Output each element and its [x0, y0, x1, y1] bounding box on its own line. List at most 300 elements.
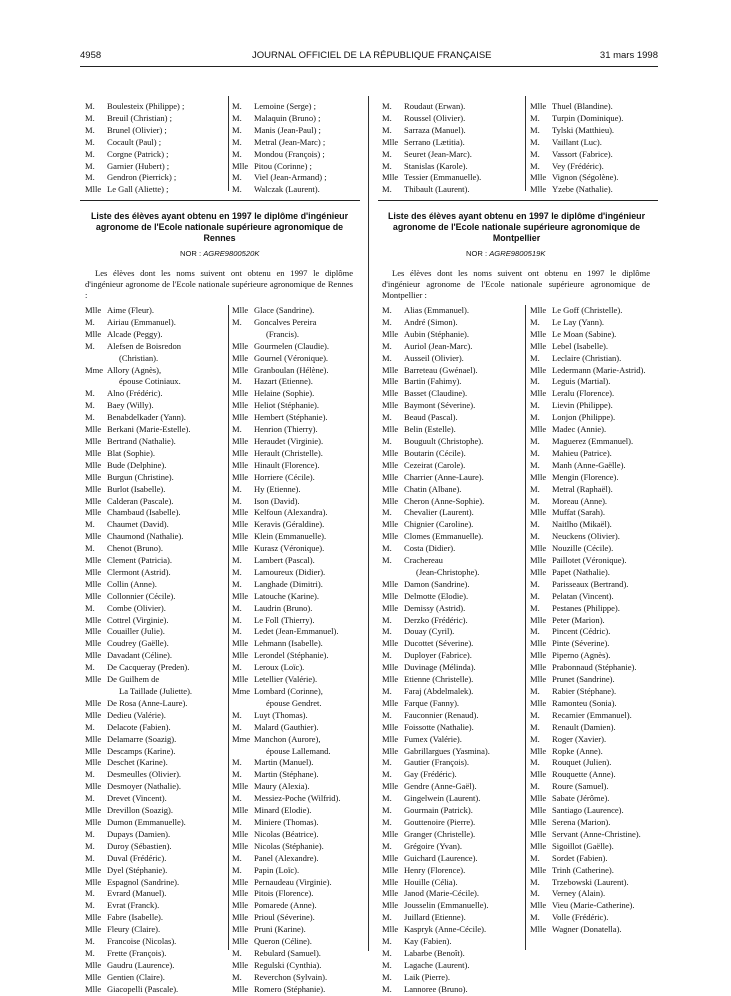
column-divider: [525, 96, 526, 191]
person-name: Houille (Célia).: [404, 876, 458, 887]
civility: Mlle: [382, 745, 399, 756]
list-item: [382, 781, 490, 793]
civility: M.: [530, 602, 540, 613]
civility: M.: [85, 721, 95, 732]
list-item: [530, 734, 646, 746]
list-item: [382, 734, 490, 746]
civility: M.: [530, 686, 540, 696]
civility: Mlle: [382, 172, 399, 183]
list-item: [530, 305, 646, 317]
civility: Mlle: [85, 566, 102, 577]
civility: Mlle: [232, 900, 249, 911]
person-name: Kaspryk (Anne-Cécile).: [404, 924, 487, 935]
civility: Mlle: [382, 662, 399, 673]
civility: Mlle: [382, 471, 399, 482]
civility: M.: [530, 781, 540, 792]
section-rule: [378, 200, 658, 201]
civility: M.: [232, 566, 242, 577]
civility: M.: [85, 888, 95, 899]
civility: Mlle: [232, 459, 249, 470]
person-name: Gaudru (Laurence).: [107, 959, 175, 970]
civility: Mlle: [85, 924, 102, 935]
list-item: [232, 638, 341, 650]
list-item: [382, 877, 490, 889]
person-name: Evrat (Franck).: [107, 900, 160, 911]
civility: M.: [530, 852, 540, 863]
civility: Mlle: [530, 566, 547, 577]
civility: Mlle: [232, 519, 249, 530]
person-name: Douay (Cyril).: [404, 626, 455, 637]
list-item: [530, 615, 646, 627]
list-item: [382, 388, 490, 400]
person-name: Recamier (Emmanuel).: [552, 709, 632, 720]
civility: M.: [530, 733, 540, 744]
list-item: [382, 353, 490, 365]
civility: M.: [85, 148, 95, 159]
list-item: [232, 817, 341, 829]
person-name: Foissotte (Nathalie).: [404, 721, 474, 732]
civility: Mlle: [232, 364, 249, 375]
person-name: Ausseil (Olivier).: [404, 352, 464, 363]
rennes-list-col2: [232, 305, 341, 996]
person-name: Reverchon (Sylvain).: [254, 971, 328, 982]
person-name: Allory (Agnès),: [107, 364, 162, 375]
list-item: [530, 184, 623, 196]
list-item: [382, 948, 490, 960]
person-name: Leclaire (Christian).: [552, 352, 622, 363]
person-name: Pitois (Florence).: [254, 888, 314, 899]
person-name: Burgun (Christine).: [107, 471, 174, 482]
person-name: Laudrin (Bruno).: [254, 602, 313, 613]
civility: M.: [530, 148, 540, 159]
person-name: De Guilhem de: [107, 674, 160, 685]
list-item: [530, 674, 646, 686]
list-item: [530, 341, 646, 353]
list-item: [530, 507, 646, 519]
civility: M.: [232, 662, 242, 673]
person-name: Yzebe (Nathalie).: [552, 184, 613, 195]
person-name: Hinault (Florence).: [254, 459, 320, 470]
person-name: Janod (Marie-Cécile).: [404, 888, 479, 899]
person-name: Chenot (Bruno).: [107, 543, 164, 554]
person-name: Panel (Alexandre).: [254, 852, 319, 863]
list-item: [232, 662, 341, 674]
person-name: Vassort (Fabrice).: [552, 148, 613, 159]
list-item: [382, 626, 490, 638]
list-item: [382, 853, 490, 865]
civility: M.: [85, 769, 95, 780]
civility: Mlle: [530, 101, 547, 111]
list-item: [85, 472, 192, 484]
person-name: Maguerez (Emmanuel).: [552, 435, 634, 446]
list-item: [232, 113, 327, 125]
person-name: Burlot (Isabelle).: [107, 483, 166, 494]
civility: Mme: [232, 686, 251, 696]
list-item: [85, 900, 192, 912]
list-item: [85, 519, 192, 531]
list-item: [232, 531, 341, 543]
list-item: [85, 698, 192, 710]
list-item: [530, 448, 646, 460]
civility: Mlle: [232, 160, 249, 171]
civility: M.: [232, 124, 242, 135]
person-name: Dupays (Damien).: [107, 828, 171, 839]
person-name: Romero (Stéphanie).: [254, 983, 326, 994]
person-name: Stanislas (Karole).: [404, 160, 468, 171]
list-item: [530, 698, 646, 710]
person-name: Clomes (Emmanuelle).: [404, 531, 484, 542]
civility: [232, 746, 254, 758]
list-item: [85, 567, 192, 579]
person-name: Servant (Anne-Christine).: [552, 828, 641, 839]
civility: M.: [382, 184, 392, 195]
person-name: Pernaudeau (Virginie).: [254, 876, 332, 887]
list-item: [232, 555, 341, 567]
list-item: [530, 877, 646, 889]
person-name: (Jean-Christophe).: [416, 566, 480, 577]
person-name: Dumon (Emmanuelle).: [107, 816, 186, 827]
civility: Mlle: [85, 638, 102, 649]
list-item: [85, 912, 192, 924]
person-name: Tylski (Matthieu).: [552, 124, 615, 135]
person-name: Granger (Christelle).: [404, 828, 476, 839]
list-item: [530, 400, 646, 412]
civility: Mlle: [382, 424, 399, 435]
civility: M.: [382, 840, 392, 851]
list-item: [85, 924, 192, 936]
person-name: Manh (Anne-Gaëlle).: [552, 459, 626, 470]
list-item: [232, 125, 327, 137]
person-name: Horriere (Cécile).: [254, 471, 315, 482]
civility: Mlle: [85, 555, 102, 566]
civility: M.: [232, 971, 242, 982]
list-item: [85, 626, 192, 638]
list-item: [85, 484, 192, 496]
list-item: [382, 829, 490, 841]
civility: Mlle: [382, 828, 399, 839]
civility: Mlle: [382, 876, 399, 887]
civility: M.: [382, 543, 392, 554]
civility: M.: [382, 936, 392, 947]
person-name: Kelfoun (Alexandra).: [254, 507, 328, 518]
list-item: [530, 865, 646, 877]
list-item: [530, 113, 623, 125]
civility: Mlle: [382, 924, 399, 935]
civility: Mlle: [232, 983, 249, 994]
list-item: [382, 674, 490, 686]
person-name: Aubin (Stéphanie).: [404, 328, 470, 339]
civility: M.: [85, 172, 95, 183]
name-list: [232, 101, 327, 196]
civility: M.: [232, 148, 242, 159]
list-item: [530, 686, 646, 698]
list-item: [530, 769, 646, 781]
person-name: Bouguult (Christophe).: [404, 435, 484, 446]
list-item: [382, 161, 481, 173]
civility: Mlle: [232, 543, 249, 554]
list-item: [85, 329, 192, 341]
list-item: [232, 149, 327, 161]
person-name: La Taillade (Juliette).: [119, 686, 193, 696]
list-item: [530, 149, 623, 161]
civility: M.: [530, 124, 540, 135]
civility: Mlle: [530, 840, 547, 851]
list-item: [530, 543, 646, 555]
person-name: Espagnol (Sandrine).: [107, 876, 180, 887]
person-name: Volle (Frédéric).: [552, 912, 609, 923]
civility: Mlle: [85, 305, 102, 315]
list-item: [382, 531, 490, 543]
person-name: Alefsen de Boisredon: [107, 340, 182, 351]
list-item: [382, 591, 490, 603]
civility: [85, 376, 107, 388]
civility: M.: [382, 912, 392, 923]
civility: Mlle: [232, 400, 249, 411]
list-item: [85, 972, 192, 984]
civility: Mlle: [530, 471, 547, 482]
list-item: [85, 341, 192, 353]
civility: M.: [530, 112, 540, 123]
civility: M.: [530, 626, 540, 637]
person-name: épouse Cotiniaux.: [119, 376, 181, 387]
list-item: [530, 412, 646, 424]
person-name: Clement (Patricia).: [107, 555, 173, 566]
list-item: [85, 853, 192, 865]
person-name: Leralu (Florence).: [552, 388, 615, 399]
civility: Mlle: [85, 912, 102, 923]
list-item: [382, 496, 490, 508]
person-name: Glace (Sandrine).: [254, 305, 315, 315]
civility: Mlle: [232, 447, 249, 458]
list-item: [232, 626, 341, 638]
civility: M.: [382, 959, 392, 970]
civility: M.: [530, 721, 540, 732]
civility: Mlle: [85, 971, 102, 982]
person-name: Ledermann (Marie-Astrid).: [552, 364, 646, 375]
person-name: Alias (Emmanuel).: [404, 305, 470, 315]
civility: M.: [382, 614, 392, 625]
civility: M.: [530, 912, 540, 923]
civility: Mlle: [530, 745, 547, 756]
list-item: [530, 460, 646, 472]
list-item: [232, 436, 341, 448]
civility: Mlle: [232, 959, 249, 970]
civility: M.: [232, 602, 242, 613]
list-item: [382, 149, 481, 161]
list-item: [530, 817, 646, 829]
civility: M.: [85, 936, 95, 947]
person-name: Collin (Anne).: [107, 578, 157, 589]
civility: M.: [530, 459, 540, 470]
civility: M.: [232, 614, 242, 625]
list-item: [382, 924, 490, 936]
person-name: Sigoillot (Gaëlle).: [552, 840, 614, 851]
list-item: [382, 460, 490, 472]
list-item: [382, 436, 490, 448]
civility: M.: [232, 184, 242, 195]
person-name: Moreau (Anne).: [552, 495, 608, 506]
person-name: épouse Lallemand.: [266, 745, 331, 756]
list-item: [85, 615, 192, 627]
list-item: [85, 424, 192, 436]
civility: M.: [382, 626, 392, 637]
civility: M.: [530, 447, 540, 458]
list-item: [85, 674, 192, 686]
civility: Mlle: [382, 674, 399, 685]
montpellier-nor: [466, 249, 545, 258]
list-item: [530, 161, 623, 173]
civility: M.: [232, 316, 242, 327]
person-name: Mengin (Florence).: [552, 471, 619, 482]
list-item: [85, 638, 192, 650]
civility: M.: [232, 495, 242, 506]
civility: Mlle: [85, 435, 102, 446]
person-name: Alno (Frédéric).: [107, 388, 163, 399]
person-name: Demissy (Astrid).: [404, 602, 466, 613]
civility: Mlle: [85, 816, 102, 827]
list-item: [85, 948, 192, 960]
person-name: Nicolas (Béatrice).: [254, 828, 319, 839]
list-item: [382, 579, 490, 591]
rennes-list-col1: [85, 305, 192, 996]
person-name: Le Moan (Sabine).: [552, 328, 617, 339]
civility: M.: [382, 805, 392, 816]
person-name: Vignon (Ségolène).: [552, 172, 619, 183]
person-name: Descamps (Karine).: [107, 745, 176, 756]
civility: M.: [382, 435, 392, 446]
person-name: Combe (Olivier).: [107, 602, 166, 613]
person-name: Latouche (Karine).: [254, 590, 320, 601]
person-name: Ropke (Anne).: [552, 745, 603, 756]
civility: Mlle: [85, 864, 102, 875]
person-name: Luyt (Thomas).: [254, 709, 308, 720]
person-name: Cheron (Anne-Sophie).: [404, 495, 485, 506]
civility: Mlle: [530, 305, 547, 315]
list-item: [232, 900, 341, 912]
person-name: Faraj (Abdelmalek).: [404, 686, 474, 696]
person-name: Manis (Jean-Paul) ;: [254, 124, 321, 135]
person-name: Gourmain (Patrick).: [404, 805, 473, 816]
list-item: [382, 448, 490, 460]
civility: Mlle: [232, 888, 249, 899]
list-item: [85, 172, 184, 184]
civility: Mme: [232, 733, 251, 744]
person-name: Kurasz (Véronique).: [254, 543, 325, 554]
list-item: [232, 805, 341, 817]
civility: Mlle: [85, 650, 102, 661]
person-name: Granboulan (Hélène).: [254, 364, 329, 375]
rennes-intro: Les élèves dont les noms suivent ont obtenu en 1997 le diplôme d'ingénieur agronome de l'Ecole nationale supérieure agronomique de Rennes :: [85, 268, 353, 300]
person-name: Renault (Damien).: [552, 721, 616, 732]
column-divider: [525, 305, 526, 950]
person-name: Klein (Emmanuelle).: [254, 531, 327, 542]
civility: Mlle: [85, 459, 102, 470]
person-name: Dyel (Stéphanie).: [107, 864, 168, 875]
civility: Mlle: [85, 471, 102, 482]
person-name: Le Foll (Thierry).: [254, 614, 315, 625]
person-name: Prabonnaud (Stéphanie).: [552, 662, 637, 673]
person-name: Duvinage (Mélinda).: [404, 662, 476, 673]
civility: Mlle: [530, 364, 547, 375]
person-name: Thibault (Laurent).: [404, 184, 470, 195]
list-item: [85, 161, 184, 173]
person-name: Martin (Manuel).: [254, 757, 314, 768]
civility: M.: [85, 793, 95, 804]
person-name: Lambert (Pascal).: [254, 555, 315, 566]
civility: M.: [382, 555, 392, 566]
civility: Mlle: [530, 793, 547, 804]
civility: M.: [382, 769, 392, 780]
civility: M.: [85, 543, 95, 554]
person-name: Duroy (Sébastien).: [107, 840, 172, 851]
person-name: Leguis (Martial).: [552, 376, 611, 387]
civility: Mlle: [530, 543, 547, 554]
list-item: [232, 829, 341, 841]
person-name: Chignier (Caroline).: [404, 519, 474, 530]
civility: M.: [530, 376, 540, 387]
civility: M.: [232, 947, 242, 958]
person-name: Neuckens (Olivier).: [552, 531, 620, 542]
civility: M.: [85, 602, 95, 613]
list-item: [85, 125, 184, 137]
civility: M.: [382, 316, 392, 327]
list-item: [232, 924, 341, 936]
civility: M.: [530, 519, 540, 530]
list-item: [382, 817, 490, 829]
list-item: [530, 579, 646, 591]
list-item: [530, 793, 646, 805]
list-item: [232, 615, 341, 627]
list-item: [232, 674, 341, 686]
civility: M.: [382, 124, 392, 135]
list-item: [382, 113, 481, 125]
person-name: Pomarede (Anne).: [254, 900, 317, 911]
list-item: [85, 805, 192, 817]
person-name: Mahieu (Patrice).: [552, 447, 612, 458]
list-item: [232, 172, 327, 184]
list-item: [232, 650, 341, 662]
list-item: [232, 412, 341, 424]
list-item: [530, 567, 646, 579]
civility: M.: [382, 757, 392, 768]
civility: M.: [85, 101, 95, 111]
person-name: Fauconnier (Renaud).: [404, 709, 479, 720]
list-item: [85, 781, 192, 793]
civility: Mlle: [382, 578, 399, 589]
list-item: [232, 519, 341, 531]
civility: M.: [530, 531, 540, 542]
civility: M.: [382, 793, 392, 804]
list-item: [530, 329, 646, 341]
person-name: Costa (Didier).: [404, 543, 456, 554]
list-item: [85, 769, 192, 781]
person-name: Airiau (Emmanuel).: [107, 316, 176, 327]
list-item: [382, 888, 490, 900]
civility: M.: [232, 769, 242, 780]
person-name: Hy (Etienne).: [254, 483, 301, 494]
civility: M.: [530, 709, 540, 720]
civility: Mlle: [232, 650, 249, 661]
civility: Mlle: [530, 828, 547, 839]
person-name: Derzko (Frédéric).: [404, 614, 468, 625]
person-name: De Rosa (Anne-Laure).: [107, 697, 188, 708]
civility: M.: [530, 888, 540, 899]
list-item: [85, 555, 192, 567]
list-item: [232, 865, 341, 877]
civility: M.: [232, 555, 242, 566]
civility: M.: [85, 388, 95, 399]
list-item: [85, 793, 192, 805]
